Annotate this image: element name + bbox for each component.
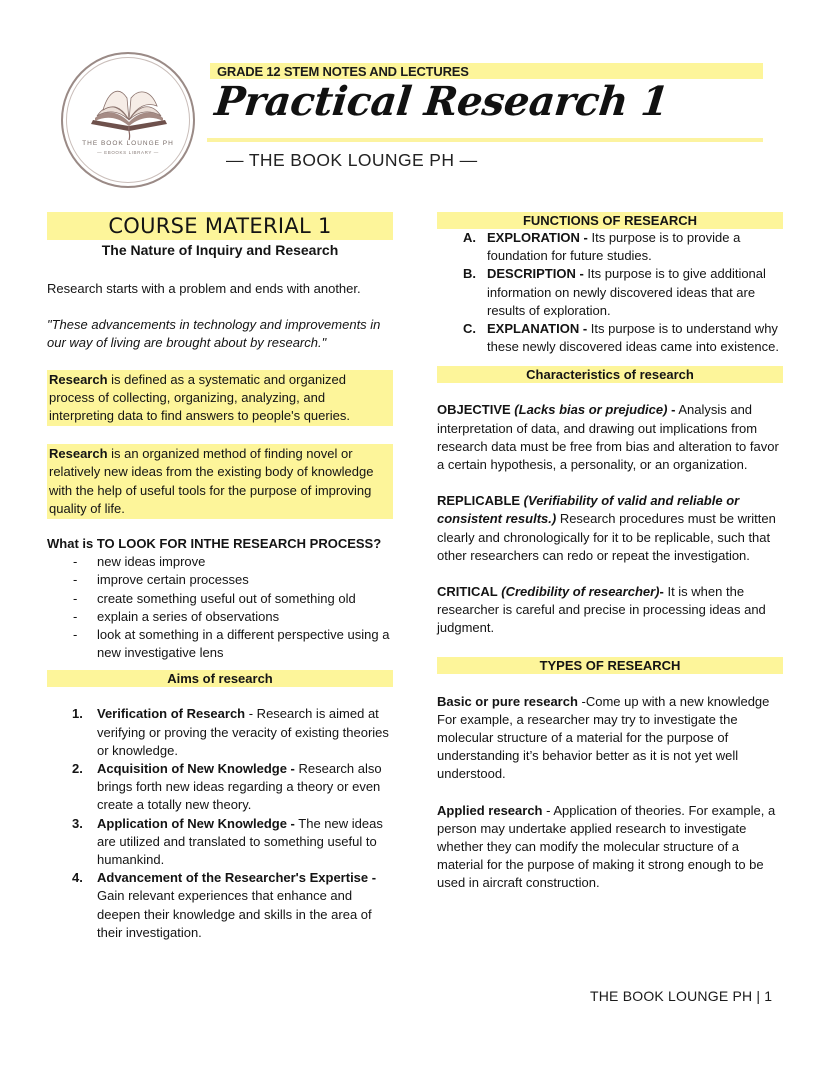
characteristic-term: CRITICAL — [437, 584, 498, 600]
characteristic-qualifier: (Verifiability of valid and reliable or consistent results.) — [437, 493, 740, 527]
list-letter: A. — [463, 230, 476, 245]
list-item-text: new ideas improve — [97, 554, 206, 570]
definition-2 — [47, 444, 393, 519]
dash-bullet: - — [73, 627, 78, 643]
type-term: Applied research — [437, 802, 543, 818]
page-footer: THE BOOK LOUNGE PH | 1 — [590, 988, 773, 1004]
characteristic-replicable — [437, 492, 783, 565]
list-item — [47, 869, 393, 942]
aim-text: Research also brings forth new ideas regarding a theory or even create a totally new theory. — [97, 761, 382, 813]
separator: - — [667, 402, 676, 418]
dash-bullet: - — [73, 554, 78, 570]
characteristic-term: REPLICABLE — [437, 493, 521, 509]
right-column — [437, 212, 783, 893]
characteristic-qualifier: (Credibility of researcher) — [497, 584, 660, 600]
characteristic-text: Research procedures must be written clearly and chronologically for it to be replicable, such that other researchers can redo or repeat the investigation. — [437, 511, 776, 563]
list-item — [47, 608, 393, 626]
intro-text: Research starts with a problem and ends with another. — [47, 281, 361, 296]
list-number: 4. — [72, 870, 83, 886]
definition-text: is an organized method of finding novel or relatively new ideas from the existing body of knowledge with the help of useful tools for the purpose of improving quality of life. — [49, 446, 374, 516]
characteristic-qualifier: (Lacks bias or prejudice) — [510, 402, 668, 418]
characteristic-text: It is when the researcher is careful and precise in processing ideas and judgment. — [437, 584, 766, 636]
title-underline — [207, 138, 763, 142]
look-for-heading: What is TO LOOK FOR INTHE RESEARCH PROCESS? — [47, 536, 382, 552]
dash-bullet: - — [73, 590, 78, 606]
characteristic-term: OBJECTIVE — [437, 402, 511, 418]
list-item-text: explain a series of observations — [97, 608, 280, 624]
definition-1 — [47, 370, 393, 427]
type-text: -Come up with a new knowledge For example, a researcher may try to investigate the molecular structure of a material for the purpose of understanding it’s behavior better as it is not yet well understood. — [437, 693, 770, 782]
aim-term: Acquisition of New Knowledge - — [97, 761, 295, 777]
list-number: 3. — [72, 815, 83, 831]
aims-list — [47, 705, 393, 942]
function-text: Its purpose is to understand why these newly discovered ideas came into existence. — [487, 321, 779, 355]
list-item-text: improve certain processes — [97, 572, 249, 588]
list-item — [47, 571, 393, 589]
logo-name: THE BOOK LOUNGE PH — [82, 140, 174, 147]
definition-text: is defined as a systematic and organized process of collecting, organizing, analyzing, and interpreting data to find answers to people's queries. — [49, 371, 350, 424]
aim-term: Verification of Research — [97, 706, 246, 722]
open-book-icon — [83, 76, 175, 142]
look-for-list — [47, 553, 393, 662]
aim-term: Advancement of the Researcher's Expertise - — [97, 870, 377, 886]
course-subtitle: The Nature of Inquiry and Research — [101, 242, 339, 258]
course-title: COURSE MATERIAL 1 — [47, 212, 393, 240]
left-column — [47, 212, 393, 942]
quote-text: "These advancements in technology and improvements in our way of living are brought about by research." — [47, 317, 381, 351]
page-title: Practical Research 1 — [212, 78, 671, 125]
list-item — [47, 705, 393, 760]
list-item — [47, 815, 393, 870]
list-item — [437, 320, 783, 356]
definition-term: Research — [49, 371, 108, 387]
functions-list — [437, 229, 783, 356]
dash-bullet: - — [73, 572, 78, 588]
aim-text: - Research is aimed at verifying or proving the veracity of existing theories or knowledge. — [97, 706, 389, 758]
type-text: - Application of theories. For example, a person may undertake applied research to investigate whether they can modify the molecular structure of a material for the purpose of making it strong enough to be used in aircraft construction. — [437, 802, 776, 891]
grade-label: GRADE 12 STEM NOTES AND LECTURES — [217, 64, 469, 79]
list-number: 1. — [72, 706, 83, 722]
characteristic-text: Analysis and interpretation of data, and drawing out implications from research data must be free from bias and alteration to favor a certain hypothesis, a personality, or an organization. — [437, 402, 779, 473]
aim-term: Application of New Knowledge - — [97, 815, 295, 831]
type-term: Basic or pure research — [437, 693, 578, 709]
aims-heading: Aims of research — [47, 670, 393, 687]
list-item — [47, 760, 393, 815]
function-term: EXPLANATION - — [487, 321, 588, 337]
aim-text: The new ideas are utilized and translated to something useful to humankind. — [97, 815, 383, 868]
logo — [61, 52, 195, 188]
list-item — [437, 265, 783, 320]
list-item-text: create something useful out of something old — [97, 590, 356, 606]
dash-bullet: - — [73, 608, 78, 624]
type-basic — [437, 693, 783, 784]
list-letter: B. — [463, 266, 476, 282]
function-term: EXPLORATION - — [487, 230, 588, 245]
definition-term: Research — [49, 446, 108, 462]
list-item — [437, 229, 783, 265]
list-number: 2. — [72, 761, 83, 777]
type-applied — [437, 802, 783, 893]
characteristic-objective — [437, 401, 783, 474]
characteristic-critical — [437, 583, 783, 638]
function-text: Its purpose is to give additional information on newly discovered ideas that are results of exploration. — [487, 266, 766, 318]
list-letter: C. — [463, 321, 476, 337]
list-item — [47, 553, 393, 571]
functions-heading: FUNCTIONS OF RESEARCH — [437, 212, 783, 229]
types-heading: TYPES OF RESEARCH — [437, 657, 783, 674]
logo-subtitle: — EBOOKS LIBRARY — — [97, 150, 159, 155]
list-item — [47, 626, 393, 662]
separator: - — [659, 584, 664, 600]
list-item — [47, 590, 393, 608]
function-term: DESCRIPTION - — [487, 266, 584, 282]
characteristics-heading: Characteristics of research — [437, 366, 783, 383]
list-item-text: look at something in a different perspective using a new investigative lens — [97, 627, 390, 661]
aim-text: Gain relevant experiences that enhance and deepen their knowledge and skills in the area of their investigation. — [97, 888, 372, 940]
function-text: Its purpose is to provide a foundation for future studies. — [487, 230, 741, 264]
brand-line: — THE BOOK LOUNGE PH — — [226, 150, 478, 170]
